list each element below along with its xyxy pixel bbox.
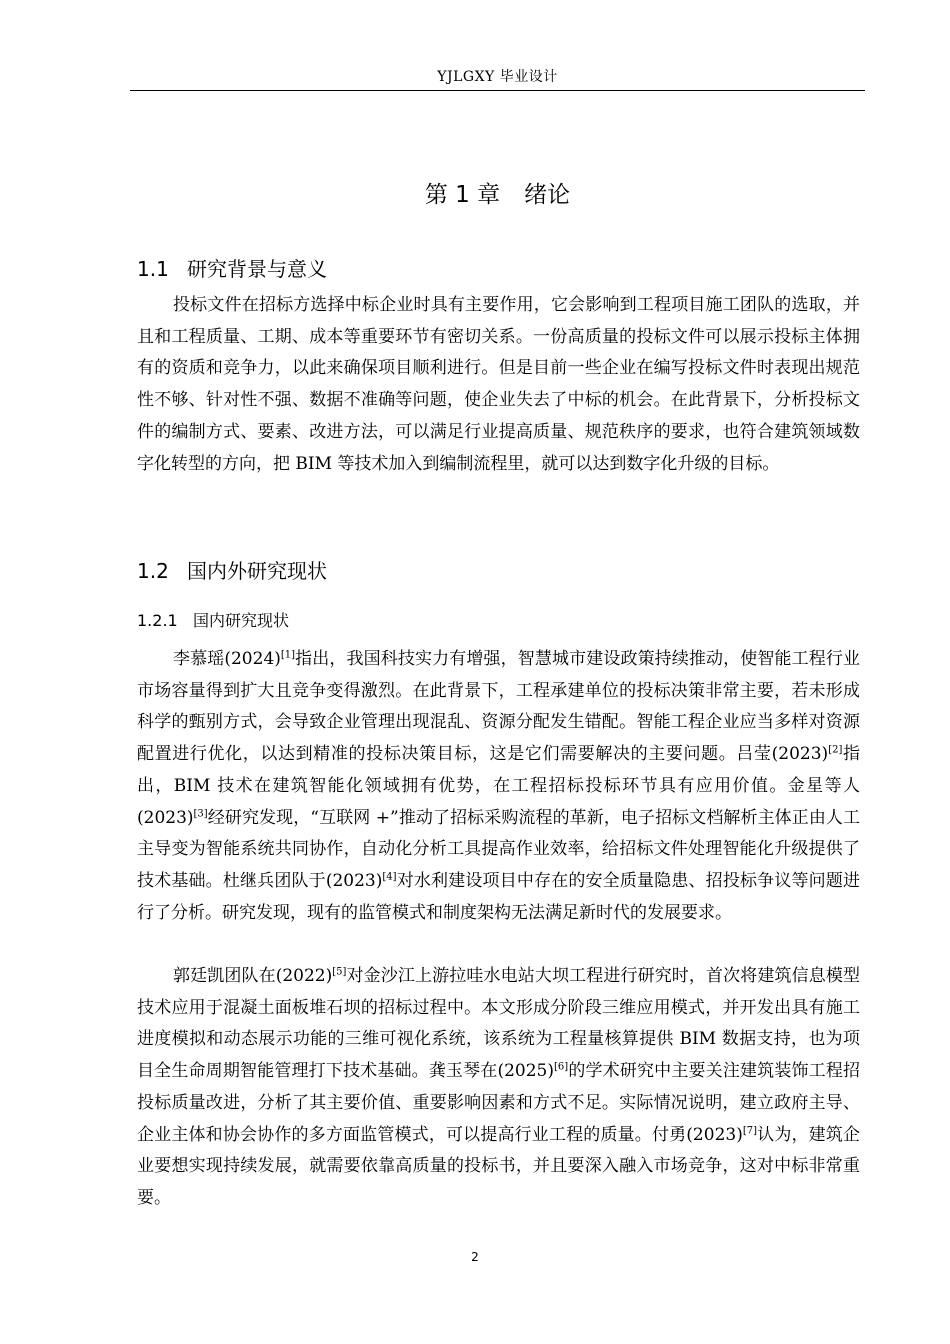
page-header: YJLGXY 毕业设计 bbox=[437, 69, 558, 85]
text-run: 李慕瑶(2024) bbox=[173, 649, 281, 669]
text-run: 经研究发现，“互联网 +”推动了招标采购流程的革新，电子招标文档解析主体正由人工主导变为智能系统共同协作，自动化分析工具提高作业效率，给招标文件处理智能化升级提供了技术基础。杜继兵团队于(2023) bbox=[137, 807, 860, 891]
section-title: 国内外研究现状 bbox=[187, 559, 327, 583]
paragraph-domestic-1 bbox=[137, 644, 860, 929]
paragraph-background: 投标文件在招标方选择中标企业时具有主要作用，它会影响到工程项目施工团队的选取，并且和工程质量、工期、成本等重要环节有密切关系。一份高质量的投标文件可以展示投标主体拥有的资质和竞争力，以此来确保项目顺利进行。但是目前一些企业在编写投标文件时表现出规范性不够、针对性不强、数据不准确等问题，使企业失去了中标的机会。在此背景下，分析投标文件的编制方式、要素、改进方法，可以满足行业提高质量、规范秩序的要求，也符合建筑领域数字化转型的方向，把 BIM 等技术加入到编制流程里，就可以达到数字化升级的目标。 bbox=[137, 295, 860, 474]
citation-1: [1] bbox=[280, 649, 296, 661]
citation-4: [4] bbox=[382, 871, 397, 883]
section-heading-1-2 bbox=[137, 555, 327, 584]
citation-6: [6] bbox=[554, 1061, 569, 1073]
text-run: 郭廷凯团队在(2022) bbox=[173, 966, 333, 986]
subsection-heading-1-2-1 bbox=[137, 608, 289, 631]
text-run: 对水利建设项目中存在的安全质量隐患、招投标争议等问题进行了分析。研究发现，现有的监管模式和制度架构无法满足新时代的发展要求。 bbox=[137, 870, 861, 923]
citation-5: [5] bbox=[332, 966, 347, 978]
subsection-number: 1.2.1 bbox=[137, 611, 178, 630]
text-run: 指出，BIM 技术在建筑智能化领域拥有优势，在工程招标投标环节具有应用价值。金星等人(2023) bbox=[137, 744, 861, 828]
citation-3: [3] bbox=[193, 807, 208, 819]
section-heading-1-1 bbox=[137, 253, 327, 282]
subsection-title: 国内研究现状 bbox=[193, 611, 290, 630]
chapter-number: 第 1 章 bbox=[424, 182, 501, 208]
section-number: 1.2 bbox=[137, 559, 169, 583]
text-run: 认为，建筑企业要想实现持续发展，就需要依靠高质量的投标书，并且要深入融入市场竞争，这对中标非常重要。 bbox=[137, 1124, 861, 1208]
section-title: 研究背景与意义 bbox=[187, 257, 327, 281]
header-rule bbox=[130, 90, 865, 91]
text-run: 的学术研究中主要关注建筑装饰工程招投标质量改进，分析了其主要价值、重要影响因素和方式不足。实际情况说明，建立政府主导、企业主体和协会协作的多方面监管模式，可以提高行业工程的质量。付勇(2023) bbox=[137, 1061, 861, 1145]
text-run: 指出，我国科技实力有增强，智慧城市建设政策持续推动，使智能工程行业市场容量得到扩大且竞争变得激烈。在此背景下，工程承建单位的投标决策非常主要，若未形成科学的甄别方式，会导致企业管理出现混乱、资源分配发生错配。智能工程企业应当多样对资源配置进行优化，以达到精准的投标决策目标，这是它们需要解决的主要问题。吕莹(2023) bbox=[137, 649, 860, 765]
section-number: 1.1 bbox=[137, 257, 169, 281]
paragraph-domestic-2 bbox=[137, 961, 860, 1215]
citation-7: [7] bbox=[742, 1124, 758, 1136]
chapter-title bbox=[130, 176, 865, 209]
page-number: 2 bbox=[471, 1250, 479, 1264]
chapter-name: 绪论 bbox=[524, 182, 571, 208]
text-run: 对金沙江上游拉哇水电站大坝工程进行研究时，首次将建筑信息模型技术应用于混凝土面板堆石坝的招标过程中。本文形成分阶段三维应用模式，并开发出具有施工进度模拟和动态展示功能的三维可视化系统，该系统为工程量核算提供 BIM 数据支持，也为项目全生命周期智能管理打下技术基础。龚玉琴在(2025) bbox=[137, 966, 861, 1082]
citation-2: [2] bbox=[828, 744, 843, 756]
